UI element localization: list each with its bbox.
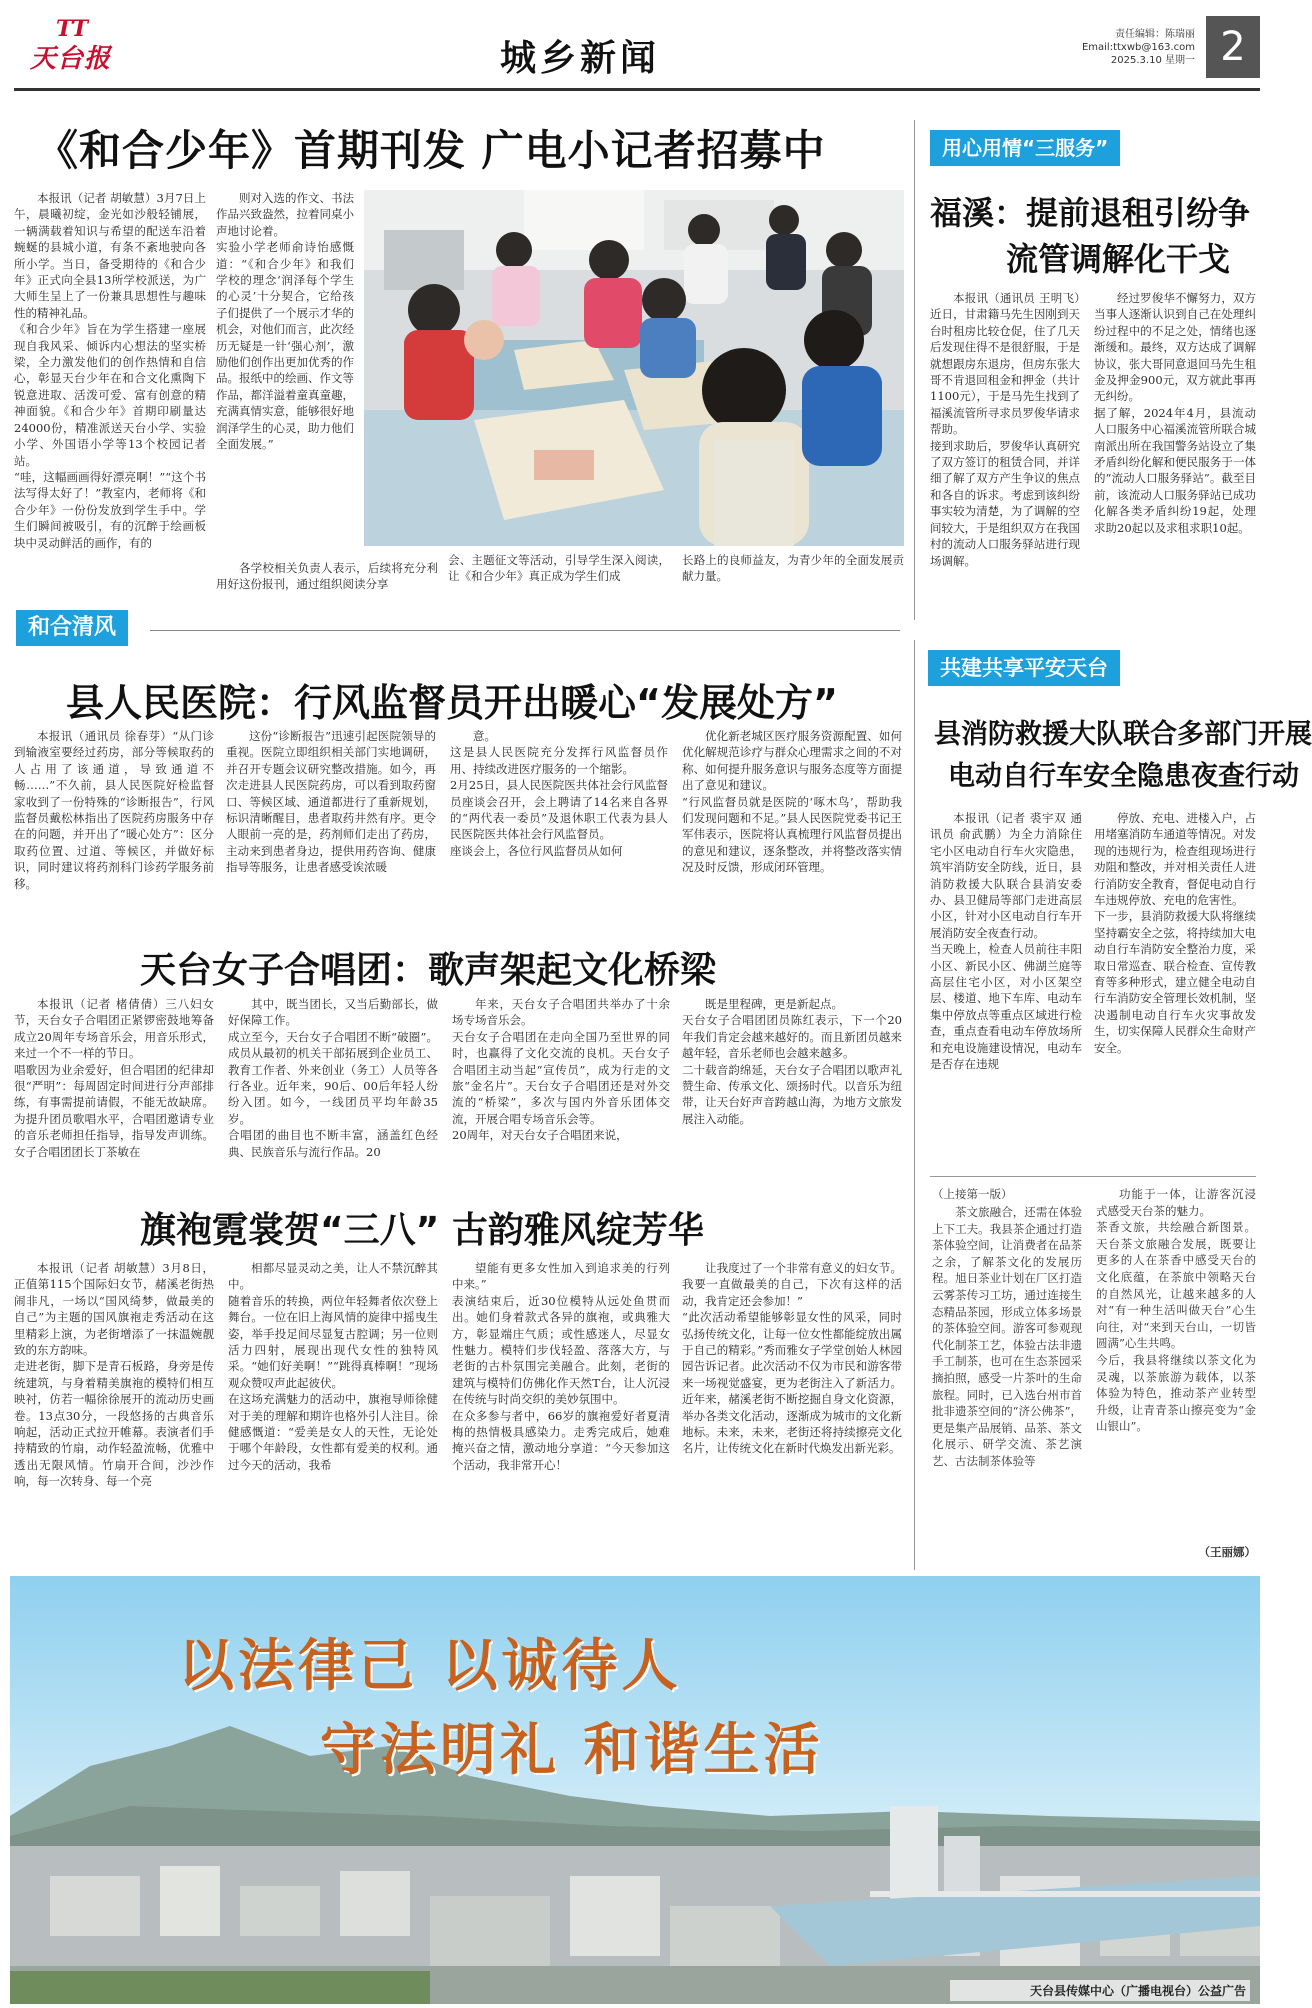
ad-slogan-line1: 以法律己 以诚待人 <box>178 1634 682 1699</box>
ad-slogan-line2: 守法明礼 和谐生活 <box>320 1718 824 1783</box>
classroom-photo <box>364 190 904 546</box>
story6-column-1: 本报讯（记者 胡敏慧）3月8日，正值第115个国际妇女节，赭溪老街热闹非凡，一场以“国风绮梦，做最美的自己”为主题的国风旗袍走秀活动在这里精彩上演，为老街增添了一抹温婉靓致的东方韵味。 走进老街，脚下是青石板路，身旁是传统建筑，与身着精美旗袍的模特们相互映衬，仿若一幅徐徐展开的流动历史画卷。13点30分，一段悠扬的古典音乐响起，活动正式拉开帷幕。表演者们手持精致的竹扇，动作轻盈流畅，优雅中透出无限风情。竹扇开合间，沙沙作响，每一次转身、每一个亮 <box>14 1261 214 1489</box>
story3-headline: 县人民医院：行风监督员开出暖心“发展处方” <box>66 681 838 725</box>
story3-tag-rule <box>150 630 900 631</box>
column-divider-right-mid <box>914 640 915 1570</box>
classroom-photo-image <box>364 190 904 546</box>
story2-section-tag: 用心用情“三服务” <box>930 130 1120 166</box>
story2-headline-line2: 流管调解化干戈 <box>1006 240 1231 278</box>
story2-column-1: 本报讯（通讯员 王明飞）近日，甘肃籍马先生因刚到天台时租房比较仓促，住了几天后发现住得不是很舒服，于是就想跟房东退房，但房东张大哥不肯退回租金和押金（共计1100元），于是马先生找到了福溪流管所寻求员罗俊华请求帮助。 接到求助后，罗俊华认真研究了双方签订的租赁合同，并详细了解了双方产生争议的焦点和各自的诉求。考虑到该纠纷事实较为清楚，为了调解的空间较大，于是组织双方在我国村的流动人口服务驿站进行现场调解。 <box>930 291 1081 568</box>
logo-mark-icon: TT <box>56 16 88 42</box>
story6-column-3: 望能有更多女性加入到追求美的行列中来。” 表演结束后，近30位模特从远处鱼贯而出。她们身着款式各异的旗袍，或典雅大方，彰显端庄气质；或性感迷人，尽显女性魅力。模特们步伐轻盈、落落大方，与老街的古朴氛围完美融合。此刻，老街的建筑与模特们仿佛化作天然T台，让人沉浸在传统与时尚交织的美妙氛围中。 在众多参与者中，66岁的旗袍爱好者夏清梅的热情极具感染力。走秀完成后，她难掩兴奋之情，激动地分享道：“今天参加这个活动，我非常开心！ <box>452 1261 670 1472</box>
section-title: 城乡新闻 <box>500 38 661 79</box>
story3-column-2: 这份“诊断报告”迅速引起医院领导的重视。医院立即组织相关部门实地调研，并召开专题会议研究整改措施。如今，再次走进县人民医院药房，可以看到取药窗口、等候区域、通道都进行了重新规划，标识清晰醒目，患者取药井然有序。更令人眼前一亮的是，药剂师们走出了药房，主动来到患者身边，提供用药咨询、健康指导等服务，让患者感受诶浓暖 <box>226 729 436 875</box>
editor-info <box>1080 28 1195 67</box>
continued-column-1: 茶文旅融合，还需在体验上下工夫。我县茶企通过打造茶体验空间，让消费者在品茶之余，了解茶文化的发展历程。旭日茶业计划在厂区打造云雾茶传习工坊，通过连接生态精品茶园，形成立体多场景的茶体验空间。游客可参观现代化制茶工艺，体验古法非遗手工制茶，也可在生态茶园采摘拍照，感受一片茶叶的生命旅程。同时，已入选台州市首批非遗茶空间的“济公佛茶”，更是集产品展销、品茶、茶文化展示、研学交流、茶艺演艺、古法制茶体验等 <box>932 1205 1082 1468</box>
story3-column-3: 意。 这是县人民医院充分发挥行风监督员作用、持续改进医疗服务的一个缩影。 2月25日，县人民医院医共体社会行风监督员座谈会召开，会上聘请了14名来自各界的“两代表一委员”及退休职工代表为县人民医院医共体社会行风监督员。 座谈会上，各位行风监督员从如何 <box>450 729 668 858</box>
editor-email: Email:ttxwb@163.com <box>1081 42 1195 53</box>
column-divider-right-top <box>914 120 915 620</box>
issue-date: 2025.3.10 星期一 <box>1110 55 1195 66</box>
story2-column-2: 经过罗俊华不懈努力，双方当事人逐渐认识到自己在处理纠纷过程中的不足之处，情绪也逐渐缓和。最终，双方达成了调解协议，张大哥同意退回马先生租金及押金900元，双方就此事再无纠纷。 据了解，2024年4月，县流动人口服务中心福溪流管所联合城南派出所在我国警务站设立了集矛盾纠纷化解和便民服务于一体的“流动人口服务驿站”。截至目前，该流动人口服务驿站已成功化解各类矛盾纠纷19起，处理求助20起以及求租求职10起。 <box>1094 291 1256 535</box>
newspaper-logo <box>30 18 140 72</box>
story4-headline-line1: 县消防救援大队联合多部门开展 <box>934 719 1312 750</box>
story1-column-1: 本报讯（记者 胡敏慧）3月7日上午，晨曦初绽，金光如沙般轻铺展，一辆满载着知识与希望的配送车沿着蜿蜒的县城小道，有条不紊地驶向各所小学。当日，备受期待的《和合少年》正式向全县13所学校派送，为广大师生呈上了一份兼具思想性与趣味性的精神礼品。 《和合少年》旨在为学生搭建一座展现自我风采、倾诉内心想法的坚实桥梁，全力激发他们的创作热情和自信心，彰显天台少年在和合文化熏陶下锐意进取、活泼可爱、富有创意的精神面貌。《和合少年》首期印刷量达24000份，精准派送天台小学、实验小学、外国语小学等13个校园记者站。 “哇，这幅画画得好漂亮啊！”“这个书法写得太好了！”教室内，老师将《和合少年》一份份发放到学生手中。学生们瞬间被吸引，有的沉醉于绘画板块中灵动鲜活的画作，有的 <box>14 191 206 550</box>
editor-name: 责任编辑：陈瑞丽 <box>1115 29 1195 40</box>
story3-section-tag: 和合清风 <box>16 610 128 646</box>
story5-column-3: 年来，天台女子合唱团共举办了十余场专场音乐会。 天台女子合唱团在走向全国乃至世界的同时，也赢得了文化交流的良机。天台女子合唱团主动当起“宣传员”，成为行走的文旅“金名片”。天台女子合唱团还是对外交流的“桥梁”，多次与国内外音乐团体交流，开展合唱专场音乐会等。 20周年，对天台女子合唱团来说， <box>452 997 670 1143</box>
story1-headline: 《和合少年》首期刊发 广电小记者招募中 <box>36 126 826 175</box>
public-service-ad <box>10 1576 1260 2004</box>
masthead-rule <box>14 88 1260 91</box>
continued-column-2: 功能于一体，让游客沉浸式感受天台茶的魅力。 茶香文旅，共绘融合新图景。天台茶文旅融合发展，既要让更多的人在茶香中感受天台的文化底蕴，在茶旅中领略天台的自然风光，让越来越多的人对“有一种生活叫做天台”心生向往，对“来到天台山，一切皆圆满”心生共鸣。 今后，我县将继续以茶文化为灵魂，以茶旅游为载体，以茶体验为特色，推动茶产业转型升级，让青青茶山擦亮变为“金山银山”。 <box>1096 1187 1256 1434</box>
story4-section-tag: 共建共享平安天台 <box>928 650 1120 686</box>
story4-headline-line2: 电动自行车安全隐患夜查行动 <box>948 761 1299 792</box>
ad-credit: 天台县传媒中心（广播电视台）公益广告 <box>950 1980 1250 2001</box>
story6-headline: 旗袍霓裳贺“三八” 古韵雅风绽芳华 <box>140 1210 704 1251</box>
story4-column-2: 停放、充电、进楼入户，占用堵塞消防车通道等情况。对发现的违规行为，检查组现场进行劝阻和整改，并对相关责任人进行消防安全教育，督促电动自行车违规停放、充电的危害性。 下一步，县消防救援大队将继续坚持霸安全之弦，将持续加大电动自行车消防安全整治力度，采取日常巡查、联合检查、宣传教育等多种形式，建立健全电动自行车消防安全管理长效机制，坚决遏制电动自行车火灾事故发生，切实保障人民群众生命财产安全。 <box>1094 811 1256 1055</box>
story2-headline-line1: 福溪：提前退租引纷争 <box>930 194 1251 232</box>
story6-column-4: 让我度过了一个非常有意义的妇女节。我要一直做最美的自己，下次有这样的活动，我肯定还会参加！” “此次活动希望能够彰显女性的风采，同时弘扬传统文化，让每一位女性都能绽放出属于自己的精彩。”秀而雅女子学堂创始人林园园告诉记者。此次活动不仅为市民和游客带来一场视觉盛宴，更为老街注入了新活力。近年来，赭溪老街不断挖掘自身文化资源，举办各类文化活动，逐渐成为城市的文化新地标。未来，未来，老街还将持续擦亮文化名片，让传统文化在新时代焕发出新光彩。 <box>682 1261 902 1456</box>
continued-top-rule <box>930 1176 1256 1177</box>
story1-column-2: 则对入选的作文、书法作品兴致盎然，拉着同桌小声地讨论着。 实验小学老师俞诗怡感慨道：“《和合少年》和我们学校的理念‘润泽每个学生的心灵’十分契合，它给孩子们提供了一个展示才华的机会，对他们而言，此次经历无疑是一针‘强心剂’，激励他们创作出更加优秀的作品。报纸中的绘画、作文等作品，都洋溢着童真童趣，充满真情实意，能够很好地润泽学生的心灵，助力他们全面发展。” <box>216 191 354 452</box>
story1-below-photo-1: 各学校相关负责人表示，后续将充分利用好这份报刊，通过组织阅读分享 <box>216 561 438 592</box>
story3-column-1: 本报讯（通讯员 徐春芽）“从门诊到输液室要经过药房，部分等候取药的人占用了该通道，导致通道不畅……”不久前，县人民医院好检监督家收到了一份特殊的“诊断报告”，行风监督员戴松林指出了医院药房服务中存在的问题，并开出了“暖心处方”：区分取药位置、过道、等候区，并做好标识，同时建议将药剂科门诊药学服务前移。 <box>14 729 214 891</box>
logo-text: 天台报 <box>30 44 112 74</box>
masthead <box>0 0 1270 92</box>
story6-column-2: 相都尽显灵动之美，让人不禁沉醉其中。 随着音乐的转换，两位年轻舞者依次登上舞台。一位在旧上海风情的旋律中摇曳生姿，举手投足间尽显复古腔调；另一位则活力四射，展现出现代女性的独特风采。“她们好美啊！”“跳得真棒啊！”现场观众赞叹声此起彼伏。 在这场充满魅力的活动中，旗袍导师徐健对于美的理解和期许也格外引人注目。徐健感慨道：“爱美是女人的天性，无论处于哪个年龄段，女性都有爱美的权利。通过今天的活动，我希 <box>228 1261 438 1472</box>
story5-column-1: 本报讯（记者 楮倩倩）三八妇女节，天台女子合唱团正紧锣密鼓地筹备成立20周年专场音乐会，用音乐形式，来过一个不一样的节日。 唱歌因为业余爱好，但合唱团的纪律却很“严明”：每周固定时间进行分声部排练，有事需提前请假，不能无故缺席。为提升团员歌唱水平，合唱团邀请专业的音乐老师担任指导，指导发声训练。女子合唱团团长丁茶敏在 <box>14 997 214 1159</box>
story4-column-1: 本报讯（记者 裘宇双 通讯员 俞武鹏）为全力消除住宅小区电动自行车火灾隐患，筑牢消防安全防线，近日，县消防救援大队联合县消安委办、县卫健局等部门走进高层小区，针对小区电动自行车开展消防安全夜查行动。 当天晚上，检查人员前往丰阳小区、新民小区、佛湖兰庭等高层住宅小区，对小区架空层、楼道、地下车库、电动车集中停放点等重点区域进行检查，重点查看电动车停放场所和充电设施建设情况，电动车是否存在违规 <box>930 811 1082 1072</box>
story1-below-photo-3: 长路上的良师益友，为青少年的全面发展贡献力量。 <box>682 553 904 584</box>
story5-headline: 天台女子合唱团：歌声架起文化桥梁 <box>140 950 717 991</box>
story3-column-4: 优化新老城区医疗服务资源配置、如何优化解规范诊疗与群众心理需求之间的不对称、如何提升服务意识与服务态度等方面提出了意见和建议。 “行风监督员就是医院的‘啄木鸟’，帮助我们发现问题和不足。”县人民医院党委书记王军伟表示，医院将认真梳理行风监督员提出的意见和建议，逐条整改，并将整改落实情况及时反馈，形成闭环管理。 <box>682 729 902 875</box>
story5-column-2: 其中，既当团长，又当后勤部长，做好保障工作。 成立至今，天台女子合唱团不断“破圈”。成员从最初的机关干部拓展到企业员工、教育工作者、外来创业（务工）人员等各行各业。近年来，90后、00后年轻人纷纷入团。如今，一线团员平均年龄35岁。 合唱团的曲目也不断丰富，涵盖红色经典、民族音乐与流行作品。20 <box>228 997 438 1159</box>
story5-column-4: 既是里程碑，更是新起点。 天台女子合唱团团员陈红表示，下一个20年我们肯定会越来越好的。而且新团员越来越年轻，音乐老师也会越来越多。 二十载音韵绵延，天台女子合唱团以歌声礼赞生命、传承文化、颂扬时代。以音乐为纽带，让天台好声音跨越山海，为地方文旅发展注入动能。 <box>682 997 902 1126</box>
page-number: 2 <box>1206 16 1260 78</box>
continued-label: （上接第一版） <box>932 1187 1013 1201</box>
continued-byline: （王丽娜） <box>1198 1545 1256 1559</box>
story1-below-photo-2: 会、主题征文等活动，引导学生深入阅读，让《和合少年》真正成为学生们成 <box>448 553 670 584</box>
